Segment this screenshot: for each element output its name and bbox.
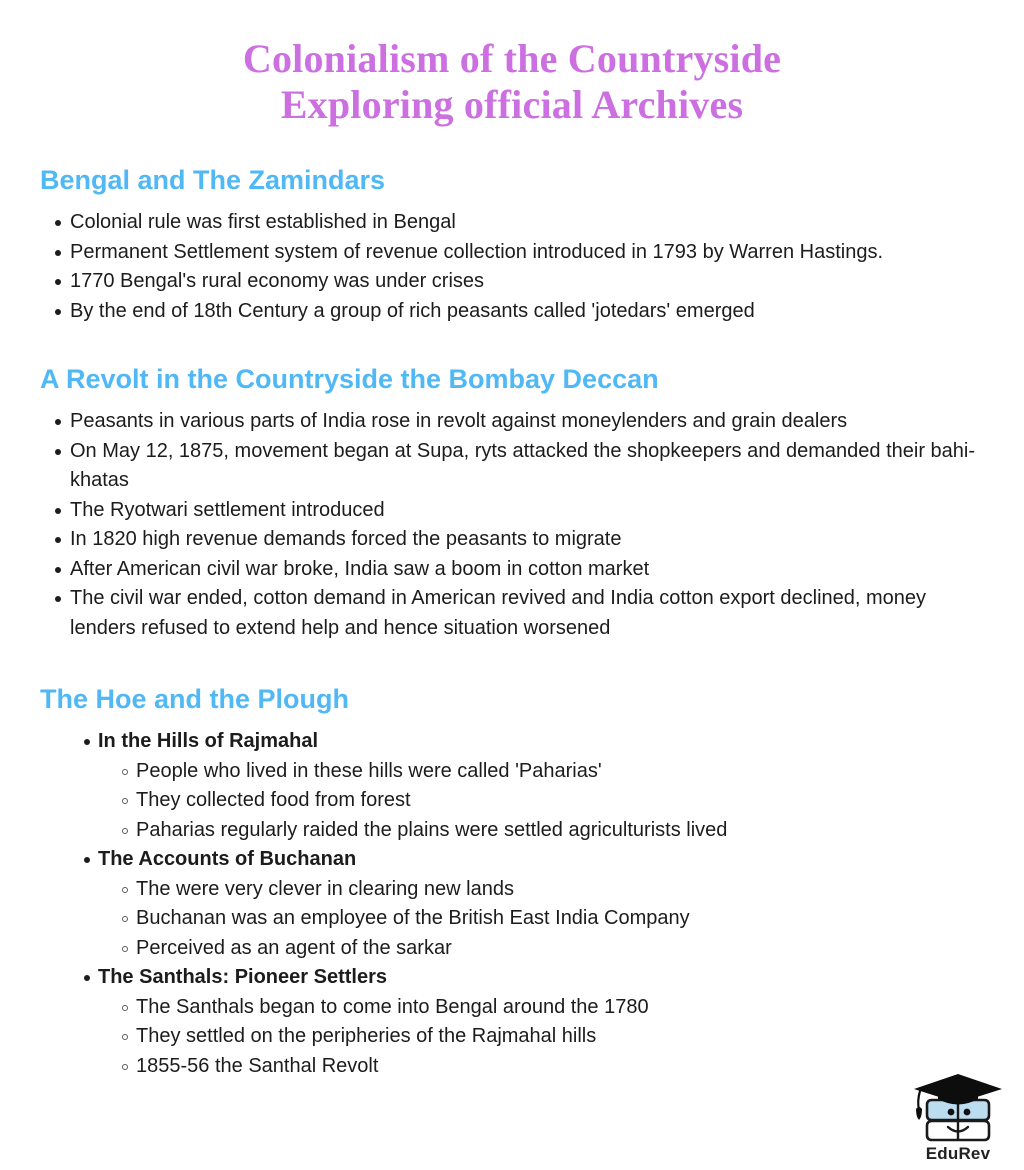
list-item bbox=[0, 584, 988, 643]
bullet-list bbox=[0, 407, 1024, 643]
list-item-text: In 1820 high revenue demands forced the peasants to migrate bbox=[70, 528, 622, 550]
sub-bullet-list bbox=[98, 757, 988, 846]
bullet-list bbox=[0, 208, 1024, 326]
sub-list-item-text: The were very clever in clearing new lands bbox=[136, 877, 514, 900]
list-item-text: Colonial rule was first established in Bengal bbox=[70, 211, 456, 233]
list-item bbox=[0, 437, 988, 496]
sub-list-item bbox=[98, 1052, 988, 1082]
section-heading: Bengal and The Zamindars bbox=[40, 165, 386, 195]
list-item bbox=[0, 555, 988, 585]
sub-list-item bbox=[98, 1022, 988, 1052]
edurev-graduation-cap-books-icon bbox=[912, 1072, 1004, 1146]
sub-list-item-text: Paharias regularly raided the plains were settled agriculturists lived bbox=[136, 818, 728, 841]
list-item-text: Peasants in various parts of India rose in revolt against moneylenders and grain dealers bbox=[70, 410, 848, 432]
sub-bullet-list bbox=[98, 875, 988, 964]
sub-list-item-text: 1855-56 the Santhal Revolt bbox=[136, 1054, 379, 1077]
list-item bbox=[0, 297, 988, 327]
list-item bbox=[0, 496, 988, 526]
section-the-hoe-and-the-plough bbox=[0, 683, 1024, 1081]
sub-list-item-text: Perceived as an agent of the sarkar bbox=[136, 936, 452, 959]
page-title-line-1: Colonialism of the Countryside bbox=[242, 36, 782, 81]
list-item-group bbox=[0, 845, 988, 963]
list-item bbox=[0, 525, 988, 555]
sub-list-item bbox=[98, 875, 988, 905]
list-item bbox=[0, 208, 988, 238]
sub-list-item bbox=[98, 904, 988, 934]
sub-list-item-text: They settled on the peripheries of the Rajmahal hills bbox=[136, 1025, 597, 1047]
section-bengal-and-the-zamindars bbox=[0, 164, 1024, 326]
sub-list-item-text: People who lived in these hills were called 'Paharias' bbox=[136, 759, 602, 782]
list-item-text: The civil war ended, cotton demand in American revived and India cotton export declined, money lenders refused to extend help and hence situation worsened bbox=[70, 587, 927, 639]
edurev-logo bbox=[906, 1072, 1010, 1164]
list-item bbox=[0, 238, 988, 268]
section-heading: The Hoe and the Plough bbox=[40, 684, 349, 714]
sub-list-item bbox=[98, 816, 988, 846]
page-title-line-2: Exploring official Archives bbox=[280, 82, 744, 127]
sub-list-item-text: Buchanan was an employee of the British East India Company bbox=[136, 907, 690, 929]
section-heading: A Revolt in the Countryside the Bombay Deccan bbox=[40, 364, 659, 394]
list-item-group bbox=[0, 727, 988, 845]
edurev-brand-text: EduRev bbox=[925, 1144, 991, 1163]
bullet-list bbox=[0, 727, 1024, 1081]
list-item-text: Permanent Settlement system of revenue collection introduced in 1793 by Warren Hastings. bbox=[70, 240, 884, 263]
list-item-group-label: The Santhals: Pioneer Settlers bbox=[98, 966, 387, 988]
page-title bbox=[0, 0, 1024, 128]
list-item-group-label: The Accounts of Buchanan bbox=[98, 848, 357, 870]
sub-list-item bbox=[98, 934, 988, 964]
list-item bbox=[0, 267, 988, 297]
sub-list-item bbox=[98, 757, 988, 787]
sub-list-item bbox=[98, 786, 988, 816]
list-item bbox=[0, 407, 988, 437]
sub-list-item-text: The Santhals began to come into Bengal around the 1780 bbox=[136, 995, 649, 1018]
list-item-text: On May 12, 1875, movement began at Supa, ryts attacked the shopkeepers and demanded their bahi-khatas bbox=[70, 439, 976, 491]
sub-bullet-list bbox=[98, 993, 988, 1082]
list-item-text: The Ryotwari settlement introduced bbox=[70, 498, 385, 521]
list-item-group bbox=[0, 963, 988, 1081]
sub-list-item-text: They collected food from forest bbox=[136, 789, 411, 811]
list-item-text: 1770 Bengal's rural economy was under crises bbox=[70, 270, 485, 292]
list-item-text: By the end of 18th Century a group of rich peasants called 'jotedars' emerged bbox=[70, 299, 755, 322]
section-a-revolt-in-the-countryside-the-bombay-deccan bbox=[0, 363, 1024, 643]
list-item-group-label: In the Hills of Rajmahal bbox=[98, 730, 319, 752]
sub-list-item bbox=[98, 993, 988, 1023]
list-item-text: After American civil war broke, India saw a boom in cotton market bbox=[70, 557, 650, 580]
